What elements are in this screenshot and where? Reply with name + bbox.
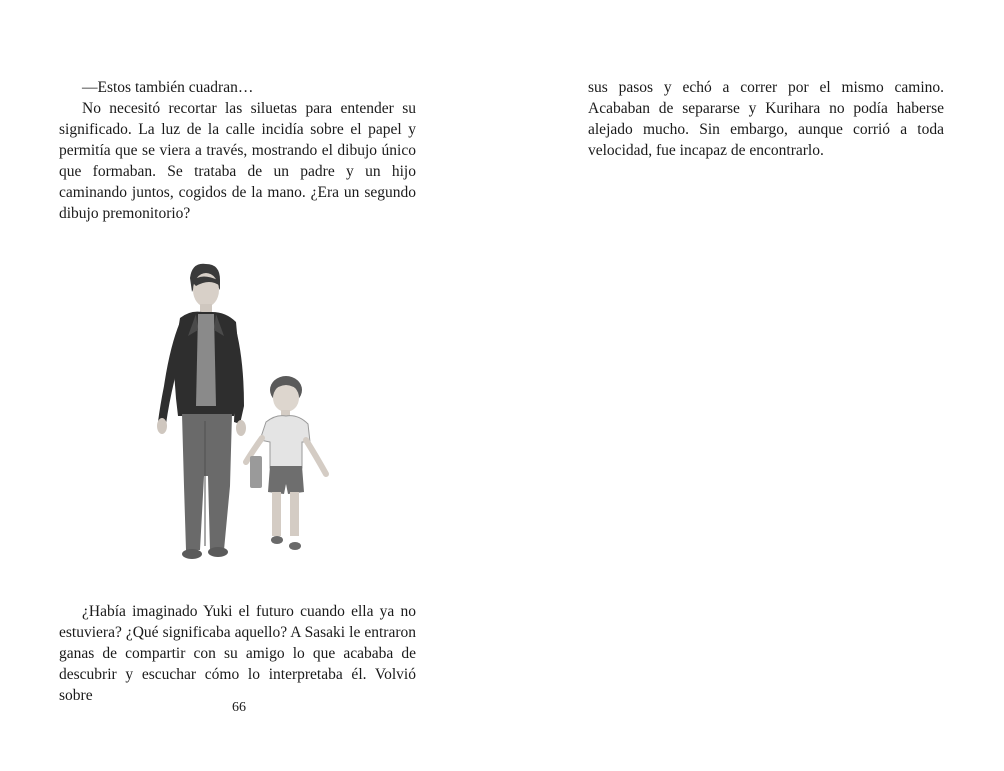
paragraph: sus pasos y echó a correr por el mismo camino. Acababan de separarse y Kurihara no podía haberse alejado mucho. Sin embargo, aunque corrió a toda velocidad, fue incapaz de encontrarlo. <box>588 79 944 159</box>
father-figure <box>157 264 246 559</box>
left-page-top-text <box>59 77 416 224</box>
page-number: 66 <box>232 700 246 715</box>
right-page-text <box>588 77 944 161</box>
child-figure <box>246 376 326 550</box>
father-and-son-illustration <box>140 256 350 576</box>
left-page-bottom-text <box>59 601 416 706</box>
paragraph: —Estos también cuadran… <box>82 79 254 96</box>
paragraph: No necesitó recortar las siluetas para entender su significado. La luz de la calle incidía sobre el papel y permitía que se viera a través, mostrando el dibujo único que formaban. Se trataba de un padre y un hijo caminando juntos, cogidos de la mano. ¿Era un segundo dibujo premonitorio? <box>59 100 416 222</box>
paragraph: ¿Había imaginado Yuki el futuro cuando ella ya no estuviera? ¿Qué significaba aquello? A Sasaki le entraron ganas de compartir con su amigo lo que acababa de descubrir y escuchar cómo lo interpretaba él. Volvió sobre <box>59 603 416 704</box>
right-page <box>502 0 1004 771</box>
